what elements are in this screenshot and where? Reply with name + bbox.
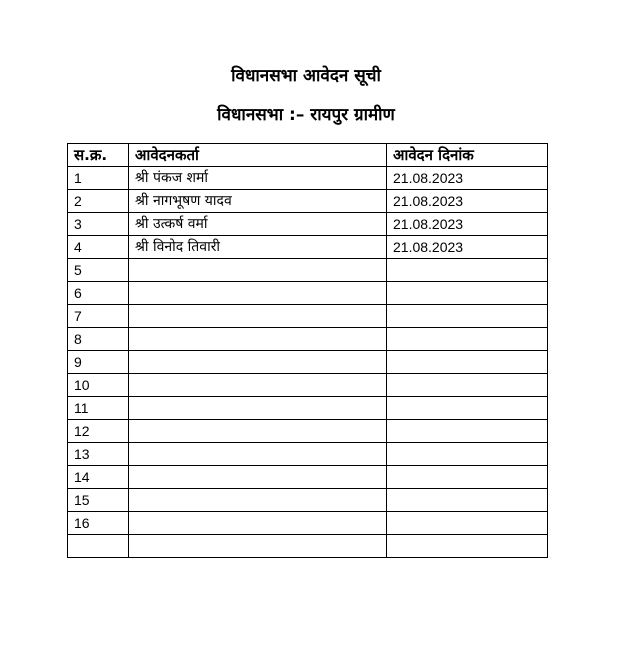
serial-number-cell: 5 [68,259,129,282]
applicant-name-cell [129,259,387,282]
table-row [68,397,548,420]
table-row [68,535,548,558]
applicant-name-cell [129,351,387,374]
application-date-cell: 21.08.2023 [387,213,548,236]
table-row [68,489,548,512]
serial-number-cell: 8 [68,328,129,351]
document-title: विधानसभा आवेदन सूची [231,66,381,86]
applicant-header: आवेदनकर्ता [129,144,387,167]
applicant-name-cell [129,420,387,443]
applicant-name-cell [129,443,387,466]
serial-number-cell: 1 [68,167,129,190]
application-date-cell: 21.08.2023 [387,190,548,213]
table-row [68,236,548,259]
serial-number-cell: 16 [68,512,129,535]
table-body [68,167,548,558]
application-date-cell [387,282,548,305]
application-date-cell [387,374,548,397]
serial-number-cell: 10 [68,374,129,397]
application-date-cell [387,305,548,328]
application-date-cell [387,443,548,466]
table-row [68,282,548,305]
applicant-name-cell [129,512,387,535]
application-date-cell [387,351,548,374]
serial-number-cell: 14 [68,466,129,489]
application-date-cell [387,512,548,535]
application-date-cell: 21.08.2023 [387,236,548,259]
table-row [68,351,548,374]
serial-number-cell: 4 [68,236,129,259]
application-date-cell: 21.08.2023 [387,167,548,190]
applicant-name-cell [129,282,387,305]
application-date-cell [387,259,548,282]
application-date-cell [387,535,548,558]
applicant-table [67,143,548,558]
serial-number-cell: 15 [68,489,129,512]
applicant-name-cell [129,397,387,420]
serial-number-cell: 7 [68,305,129,328]
applicant-name-cell [129,489,387,512]
applicant-name-cell [129,374,387,397]
table-row [68,420,548,443]
serial-number-cell: 12 [68,420,129,443]
table-row [68,167,548,190]
serial-number-cell: 3 [68,213,129,236]
table-row [68,512,548,535]
application-date-cell [387,466,548,489]
serial-number-header: स.क्र. [68,144,129,167]
applicant-name-cell: श्री पंकज शर्मा [129,167,387,190]
table-row [68,466,548,489]
document-subtitle: विधानसभा :– रायपुर ग्रामीण [217,105,395,125]
application-date-cell [387,328,548,351]
serial-number-cell: 6 [68,282,129,305]
application-date-cell [387,420,548,443]
serial-number-cell [68,535,129,558]
table-row [68,305,548,328]
applicant-name-cell: श्री नागभूषण यादव [129,190,387,213]
applicant-name-cell [129,535,387,558]
table-row [68,213,548,236]
table-row [68,259,548,282]
serial-number-cell: 13 [68,443,129,466]
applicant-name-cell: श्री विनोद तिवारी [129,236,387,259]
applicant-name-cell [129,305,387,328]
application-date-header: आवेदन दिनांक [387,144,548,167]
table-row [68,374,548,397]
table-header-row [68,144,548,167]
application-date-cell [387,489,548,512]
table-row [68,328,548,351]
table-row [68,190,548,213]
applicant-name-cell: श्री उत्कर्ष वर्मा [129,213,387,236]
table-row [68,443,548,466]
serial-number-cell: 2 [68,190,129,213]
serial-number-cell: 9 [68,351,129,374]
applicant-name-cell [129,328,387,351]
applicant-name-cell [129,466,387,489]
application-date-cell [387,397,548,420]
serial-number-cell: 11 [68,397,129,420]
